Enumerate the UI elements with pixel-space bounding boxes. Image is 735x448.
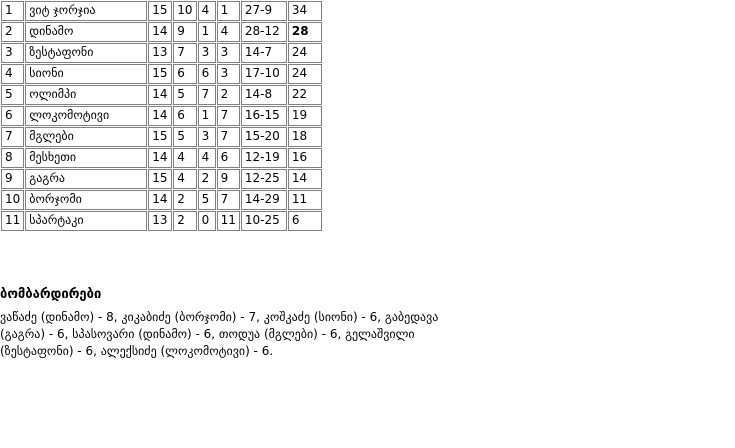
cell-position: 11 [1, 211, 24, 231]
cell-goals: 10-25 [241, 211, 287, 231]
top-scorers-section [0, 287, 470, 360]
cell-played: 13 [148, 211, 172, 231]
table-row [1, 106, 322, 126]
cell-points: 28 [288, 22, 322, 42]
cell-lost: 7 [217, 106, 240, 126]
cell-won: 2 [173, 190, 196, 210]
cell-goals: 15-20 [241, 127, 287, 147]
cell-lost: 7 [217, 190, 240, 210]
table-row [1, 64, 322, 84]
cell-position: 4 [1, 64, 24, 84]
table-row [1, 190, 322, 210]
cell-drawn: 7 [198, 85, 216, 105]
cell-lost: 2 [217, 85, 240, 105]
cell-won: 7 [173, 43, 196, 63]
cell-lost: 1 [217, 1, 240, 21]
cell-lost: 9 [217, 169, 240, 189]
cell-played: 14 [148, 106, 172, 126]
cell-won: 9 [173, 22, 196, 42]
cell-goals: 27-9 [241, 1, 287, 21]
cell-team: მგლები [25, 127, 147, 147]
cell-drawn: 2 [198, 169, 216, 189]
cell-team: გაგრა [25, 169, 147, 189]
top-scorers-title: ბომბარდირები [0, 287, 102, 302]
cell-team: ბორჯომი [25, 190, 147, 210]
cell-won: 2 [173, 211, 196, 231]
cell-drawn: 4 [198, 148, 216, 168]
cell-lost: 3 [217, 64, 240, 84]
cell-points: 19 [288, 106, 322, 126]
cell-team: ვიტ ჯორჯია [25, 1, 147, 21]
cell-played: 15 [148, 1, 172, 21]
cell-played: 13 [148, 43, 172, 63]
standings-body [1, 1, 322, 231]
cell-points: 14 [288, 169, 322, 189]
cell-points: 24 [288, 64, 322, 84]
cell-goals: 28-12 [241, 22, 287, 42]
cell-played: 14 [148, 22, 172, 42]
cell-won: 4 [173, 148, 196, 168]
table-row [1, 169, 322, 189]
cell-points: 24 [288, 43, 322, 63]
top-scorers-list: ვაწაძე (დინამო) - 8, კიკაბიძე (ბორჯომი) - 7, კოშკაძე (სიონი) - 6, გაბედავა (გაგრა) - 6, სპასოვარი (დინამო) - 6, თოდუა (მგლები) - 6, გელაშვილი (ზესტაფონი) - 6, ალექსიძე (ლოკომოტივი) - 6. [0, 310, 439, 358]
cell-lost: 3 [217, 43, 240, 63]
cell-played: 14 [148, 190, 172, 210]
cell-won: 6 [173, 64, 196, 84]
cell-team: ზესტაფონი [25, 43, 147, 63]
cell-won: 5 [173, 85, 196, 105]
cell-position: 8 [1, 148, 24, 168]
cell-won: 6 [173, 106, 196, 126]
cell-drawn: 6 [198, 64, 216, 84]
cell-lost: 4 [217, 22, 240, 42]
cell-goals: 12-25 [241, 169, 287, 189]
cell-played: 15 [148, 127, 172, 147]
table-row [1, 148, 322, 168]
cell-points: 6 [288, 211, 322, 231]
cell-goals: 14-29 [241, 190, 287, 210]
cell-played: 15 [148, 169, 172, 189]
cell-drawn: 1 [198, 22, 216, 42]
cell-goals: 14-7 [241, 43, 287, 63]
table-row [1, 211, 322, 231]
cell-team: სიონი [25, 64, 147, 84]
table-row [1, 85, 322, 105]
cell-team: დინამო [25, 22, 147, 42]
table-row [1, 1, 322, 21]
table-row [1, 22, 322, 42]
cell-position: 7 [1, 127, 24, 147]
cell-drawn: 3 [198, 127, 216, 147]
cell-team: ლოკომოტივი [25, 106, 147, 126]
cell-lost: 6 [217, 148, 240, 168]
cell-points: 16 [288, 148, 322, 168]
cell-drawn: 1 [198, 106, 216, 126]
cell-points: 11 [288, 190, 322, 210]
cell-won: 10 [173, 1, 196, 21]
cell-played: 14 [148, 85, 172, 105]
cell-drawn: 3 [198, 43, 216, 63]
cell-points: 22 [288, 85, 322, 105]
cell-position: 9 [1, 169, 24, 189]
cell-won: 5 [173, 127, 196, 147]
cell-position: 2 [1, 22, 24, 42]
cell-position: 1 [1, 1, 24, 21]
table-row [1, 127, 322, 147]
cell-position: 5 [1, 85, 24, 105]
cell-drawn: 0 [198, 211, 216, 231]
cell-goals: 17-10 [241, 64, 287, 84]
cell-goals: 16-15 [241, 106, 287, 126]
cell-lost: 7 [217, 127, 240, 147]
cell-points: 34 [288, 1, 322, 21]
cell-played: 14 [148, 148, 172, 168]
cell-position: 10 [1, 190, 24, 210]
cell-team: სპარტაკი [25, 211, 147, 231]
table-row [1, 43, 322, 63]
cell-position: 6 [1, 106, 24, 126]
cell-drawn: 5 [198, 190, 216, 210]
cell-position: 3 [1, 43, 24, 63]
cell-team: ოლიმპი [25, 85, 147, 105]
cell-goals: 14-8 [241, 85, 287, 105]
cell-goals: 12-19 [241, 148, 287, 168]
cell-drawn: 4 [198, 1, 216, 21]
league-standings-table [0, 0, 323, 232]
cell-points: 18 [288, 127, 322, 147]
cell-won: 4 [173, 169, 196, 189]
cell-played: 15 [148, 64, 172, 84]
cell-lost: 11 [217, 211, 240, 231]
cell-team: მესხეთი [25, 148, 147, 168]
